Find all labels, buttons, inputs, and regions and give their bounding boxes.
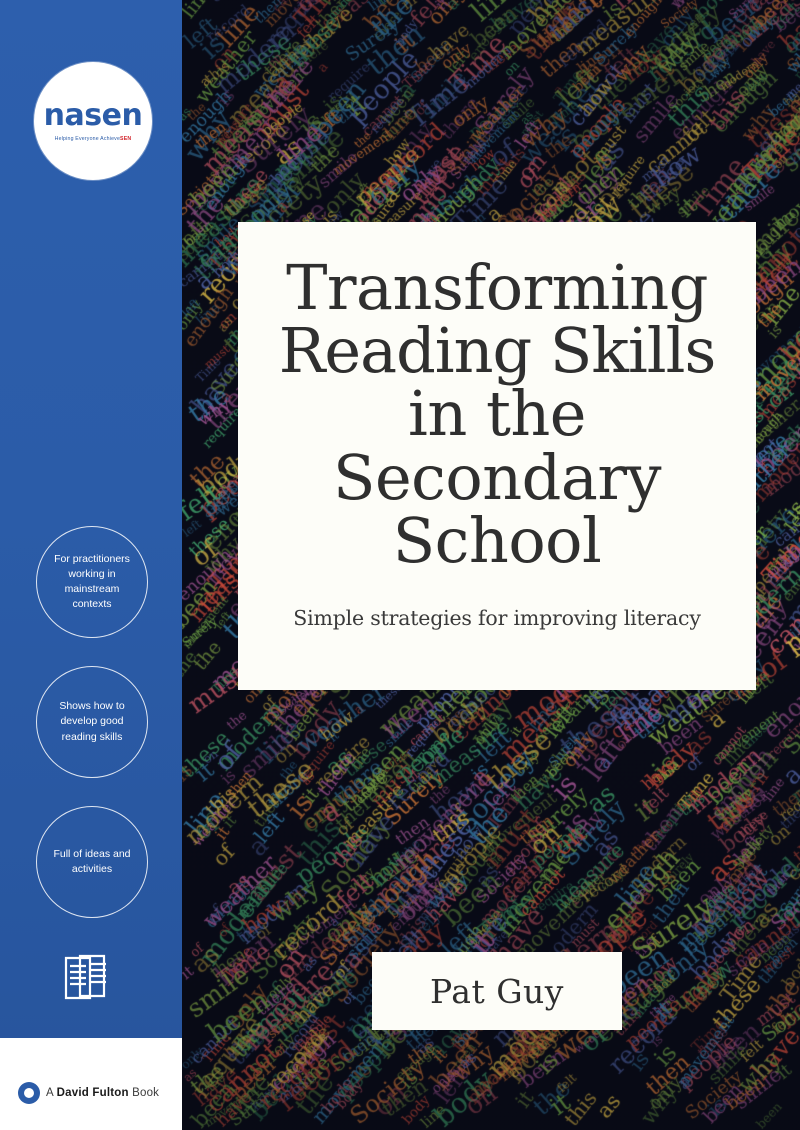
title-line-1: Transforming <box>286 251 708 324</box>
imprint-suffix: Book <box>132 1087 160 1099</box>
imprint-logo <box>18 1082 159 1104</box>
title-line-5: School <box>392 503 602 577</box>
title-line-3: in the <box>407 377 586 451</box>
feature-bullet-1: For practitioners working in mainstream contexts <box>36 526 148 638</box>
nasen-tagline <box>55 136 132 142</box>
imprint-brand: David Fulton <box>56 1087 129 1099</box>
nasen-wordmark: nasen <box>43 97 143 133</box>
books-icon <box>62 944 122 1006</box>
nasen-logo <box>34 62 152 180</box>
nasen-tagline-text: Helping Everyone Achieve <box>54 135 121 142</box>
title-line-2: Reading Skills <box>278 314 716 388</box>
imprint-text <box>46 1087 159 1099</box>
feature-bullet-3: Full of ideas and activities <box>36 806 148 918</box>
author-name: Pat Guy <box>372 952 622 1030</box>
title-plaque <box>238 222 756 690</box>
subtitle: Simple strategies for improving literacy <box>293 606 701 631</box>
title-line-4: Secondary <box>333 440 661 514</box>
page-title <box>264 251 730 577</box>
feature-bullet-2: Shows how to develop good reading skills <box>36 666 148 778</box>
fulton-swirl-icon <box>18 1082 40 1104</box>
imprint-prefix: A <box>46 1087 54 1099</box>
nasen-tagline-accent: SEN <box>120 135 132 142</box>
